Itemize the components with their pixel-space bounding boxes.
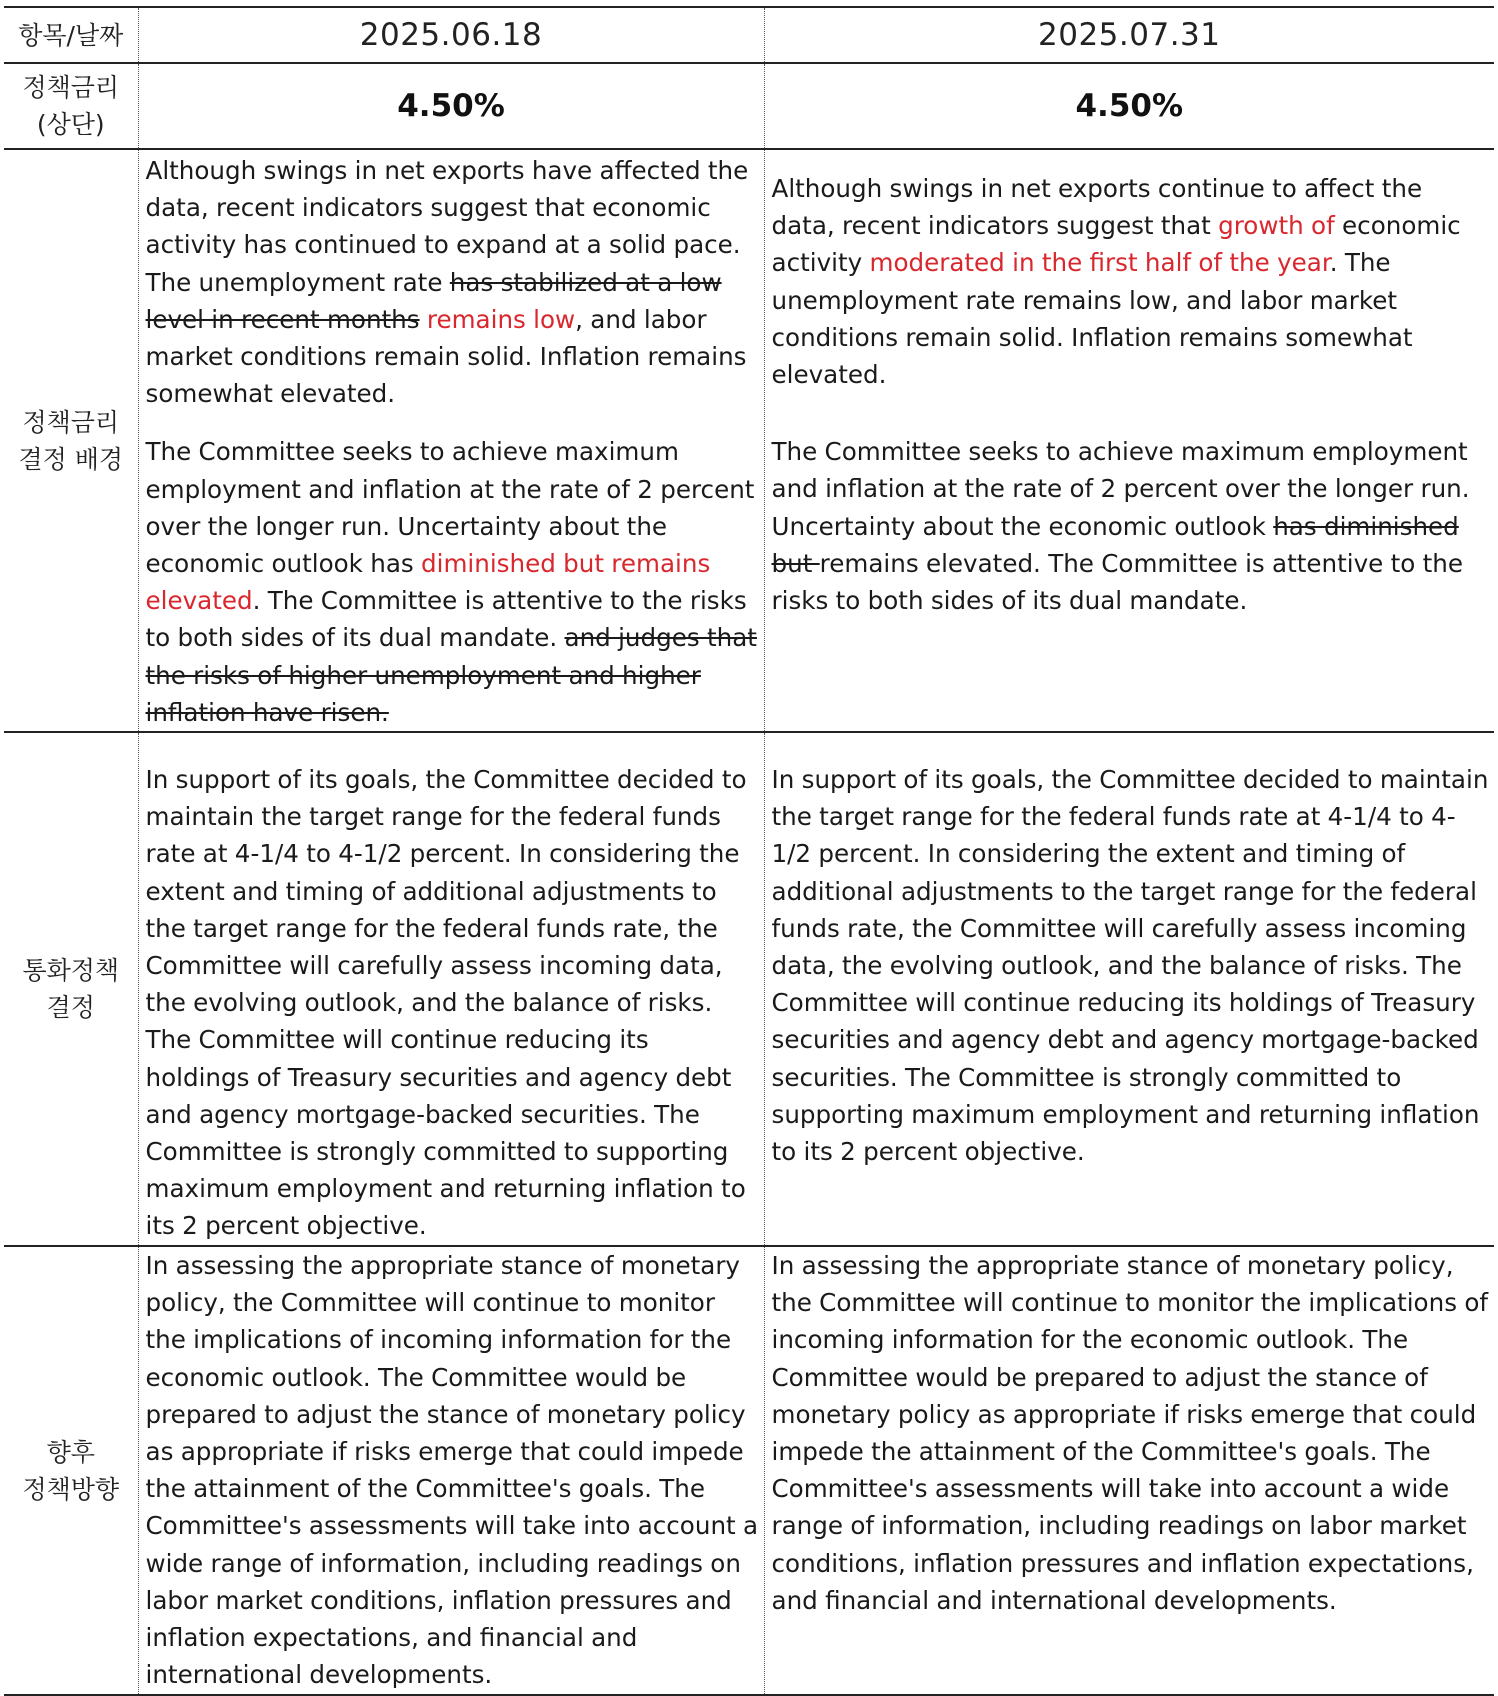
- text-run: Although swings in net exports continue to affect the data, recent indicators suggest that: [771, 174, 1423, 241]
- text-run: . The Committee is attentive to the risks to both sides of its dual mandate.: [145, 586, 747, 653]
- date-right: 2025.07.31: [1038, 17, 1221, 53]
- header-row: [4, 7, 1494, 63]
- background-left-cell: [138, 149, 764, 732]
- forward-label: [4, 1434, 138, 1508]
- added-text: growth of: [1218, 211, 1335, 241]
- header-label-cell: [4, 7, 138, 63]
- policy-rate-label-line1: 정책금리: [22, 73, 120, 102]
- policy-rate-left-cell: [138, 63, 764, 149]
- background-left-paragraph-1: [146, 152, 760, 412]
- policy-rate-right-cell: [764, 63, 1494, 149]
- policy-rate-label-line2: (상단): [36, 110, 105, 139]
- policy-rate-label: [4, 69, 138, 143]
- text-run: Although swings in net exports have affected the data, recent indicators suggest that economic activity has continued to expand at a solid pace. The unemployment rate: [145, 156, 749, 297]
- forward-right-cell: [764, 1246, 1494, 1695]
- deleted-text: has diminished but: [771, 511, 1459, 578]
- text-run: , and labor market conditions remain solid. Inflation remains somewhat elevated.: [145, 304, 747, 409]
- decision-right-text: In support of its goals, the Committee decided to maintain the target range for the federal funds rate at 4-1/4 to 4-1/2 percent. In considering the extent and timing of additional adjustments to the target range for the federal funds rate, the Committee will carefully assess incoming data, the evolving outlook, and the balance of risks. The Committee will continue reducing its holdings of Treasury securities and agency debt and agency mortgage-backed securities. The Committee is strongly committed to supporting maximum employment and returning inflation to its 2 percent objective.: [771, 765, 1489, 1167]
- forward-label-cell: [4, 1246, 138, 1695]
- text-run: economic activity: [771, 211, 1461, 278]
- decision-right-cell: [764, 732, 1494, 1246]
- decision-left-text: In support of its goals, the Committee decided to maintain the target range for the federal funds rate at 4-1/4 to 4-1/2 percent. In considering the extent and timing of additional adjustments to the target range for the federal funds rate, the Committee will carefully assess incoming data, the evolving outlook, and the balance of risks. The Committee will continue reducing its holdings of Treasury securities and agency debt and agency mortgage-backed securities. The Committee is strongly committed to supporting maximum employment and returning inflation to its 2 percent objective.: [145, 765, 747, 1241]
- added-text: diminished but remains elevated: [145, 549, 711, 616]
- date-right-cell: [764, 7, 1494, 63]
- policy-rate-right: 4.50%: [1075, 88, 1184, 124]
- background-label-line1: 정책금리: [22, 407, 120, 437]
- deleted-text: and judges that the risks of higher unemployment and higher inflation have risen.: [145, 623, 757, 727]
- text-run: remains elevated. The Committee is attentive to the risks to both sides of its dual mandate.: [771, 548, 1463, 616]
- background-right-cell: [764, 149, 1494, 732]
- policy-rate-left: 4.50%: [397, 88, 505, 124]
- date-left-cell: [138, 7, 764, 63]
- rate-background-row: [4, 149, 1494, 732]
- policy-decision-row: [4, 732, 1494, 1246]
- policy-rate-label-cell: [4, 63, 138, 149]
- text-run: The Committee seeks to achieve maximum employment and inflation at the rate of 2 percent over the longer run. Uncertainty about the economic outlook: [771, 437, 1470, 541]
- text-run: The Committee seeks to achieve maximum employment and inflation at the rate of 2 percent over the longer run. Uncertainty about the economic outlook has: [145, 437, 755, 579]
- forward-left-cell: [138, 1246, 764, 1695]
- background-label-line2: 결정 배경: [18, 444, 124, 474]
- forward-label-line1: 향후: [46, 1437, 95, 1467]
- added-text: moderated in the first half of the year: [869, 248, 1330, 278]
- decision-label-line1: 통화정책: [22, 956, 120, 986]
- header-label: 항목/날짜: [18, 20, 124, 50]
- date-left: 2025.06.18: [359, 17, 543, 53]
- deleted-text: has stabilized at a low level in recent months: [145, 267, 722, 334]
- decision-label-line2: 결정: [46, 993, 95, 1023]
- forward-label-line2: 정책방향: [22, 1474, 120, 1504]
- decision-label: [4, 952, 138, 1026]
- policy-rate-row: [4, 63, 1494, 149]
- decision-left-cell: [138, 732, 764, 1246]
- forward-right-text: In assessing the appropriate stance of monetary policy, the Committee will continue to monitor the implications of incoming information for the economic outlook. The Committee would be prepared to adjust the stance of monetary policy as appropriate if risks emerge that could impede the attainment of the Committee's goals. The Committee's assessments will take into account a wide range of information, including readings on labor market conditions, inflation pressures and inflation expectations, and financial and international developments.: [771, 1251, 1489, 1615]
- background-label: [4, 404, 138, 478]
- background-right-text: [765, 170, 1495, 619]
- background-right-paragraph-2: [772, 433, 1491, 619]
- background-right-paragraph-1: [772, 170, 1491, 393]
- text-run: . The unemployment rate remains low, and labor market conditions remain solid. Inflation remains somewhat elevated.: [771, 248, 1413, 390]
- background-label-cell: [4, 149, 138, 732]
- added-text: remains low: [419, 304, 576, 334]
- fomc-statement-comparison-table: [4, 6, 1494, 1696]
- forward-guidance-row: [4, 1246, 1494, 1695]
- background-left-paragraph-2: [146, 433, 760, 731]
- background-left-text: [139, 152, 764, 731]
- decision-label-cell: [4, 732, 138, 1246]
- forward-left-text: In assessing the appropriate stance of monetary policy, the Committee will continue to monitor the implications of incoming information for the economic outlook. The Committee would be prepared to adjust the stance of monetary policy as appropriate if risks emerge that could impede the attainment of the Committee's goals. The Committee's assessments will take into account a wide range of information, including readings on labor market conditions, inflation pressures and inflation expectations, and financial and international developments.: [145, 1251, 759, 1690]
